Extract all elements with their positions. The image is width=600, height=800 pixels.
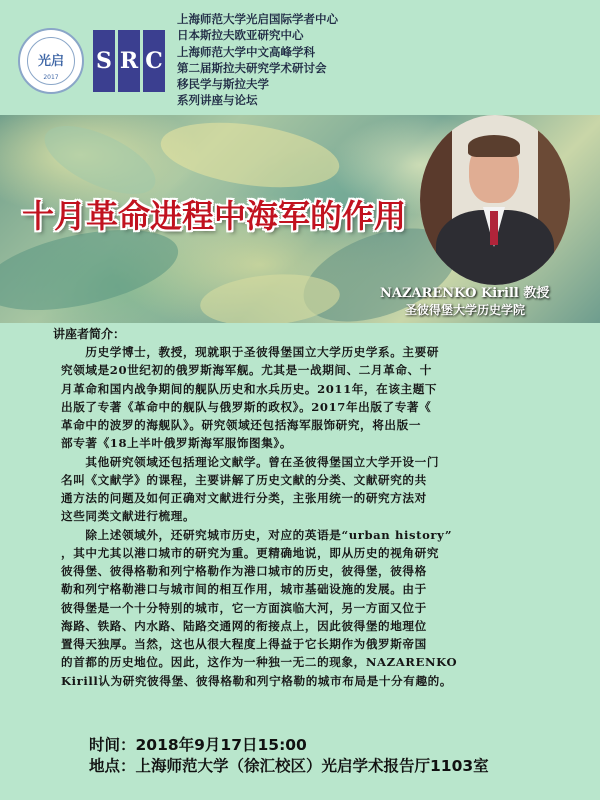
lecture-title: 十月革命进程中海军的作用: [22, 197, 407, 235]
painting-stroke: [157, 115, 344, 197]
bio-line: 其他研究领域还包括理论文献学。曾在圣彼得堡国立大学开设一门: [61, 454, 440, 469]
organizer-line: 日本斯拉夫欧亚研究中心: [177, 28, 304, 43]
organizer-line: 上海师范大学中文高峰学科: [177, 44, 315, 59]
event-location: 地点：上海师范大学（徐汇校区）光启学术报告厅1103室: [89, 757, 489, 775]
organizer-list: [177, 11, 338, 109]
organizer-line: 系列讲座与论坛: [177, 93, 258, 108]
src-logo-letter: S: [93, 30, 115, 92]
portrait-hair: [468, 135, 520, 157]
organizer-line: 移民学与斯拉夫学: [177, 77, 269, 92]
banner: [0, 115, 600, 323]
guangqi-logo: [18, 28, 84, 94]
event-time: 时间：2018年9月17日15:00: [89, 736, 307, 754]
bio-line: 革命中的波罗的海舰队》。研究领域还包括海军服饰研究，将出版一: [61, 418, 422, 432]
organizer-line: 上海师范大学光启国际学者中心: [177, 12, 338, 26]
bio-line: ，其中尤其以港口城市的研究为重。更精确地说，即从历史的视角研究: [61, 545, 440, 560]
bio-line: 究领域是20世纪初的俄罗斯海军舰。尤其是一战期间、二月革命、十: [61, 363, 432, 378]
bio-line: 出版了专著《革命中的舰队与俄罗斯的政权》。2017年出版了专著《: [61, 399, 432, 414]
logo-year: 2017: [43, 74, 59, 81]
intro-heading: 讲座者简介：: [53, 327, 126, 341]
bio-line: 彼得堡是一个十分特别的城市，它一方面滨临大河，另一方面又位于: [61, 600, 427, 615]
src-logo: [93, 30, 166, 92]
speaker-portrait: [420, 115, 570, 285]
bio-line: 的首都的历史地位。因此，这作为一种独一无二的现象，NAZARENKO: [61, 655, 458, 670]
speaker-affiliation: 圣彼得堡大学历史学院: [405, 303, 526, 317]
bio-line: 海路、铁路、内水路、陆路交通网的衔接点上，因此彼得堡的地理位: [61, 618, 427, 633]
bio-line: 勒和列宁格勒港口与城市间的相互作用，城市基础设施的发展。由于: [61, 582, 427, 597]
bio-line: 部专著《18上半叶俄罗斯海军服饰图集》。: [61, 436, 293, 451]
organizer-line: 第二届斯拉夫研究学术研讨会: [177, 60, 327, 75]
src-logo-letter: R: [118, 30, 140, 92]
logo-text: 光启: [37, 54, 64, 69]
bio-line: 除上述领域外，还研究城市历史，对应的英语是“urban history”: [61, 527, 453, 542]
src-logo-letter: C: [143, 30, 165, 92]
bio-line: Kirill认为研究彼得堡、彼得格勒和列宁格勒的城市布局是十分有趣的。: [61, 673, 453, 688]
bio-line: 彼得堡、彼得格勒和列宁格勒作为港口城市的历史，彼得堡，彼得格: [61, 564, 427, 578]
bio-line: 这些同类文献进行梳理。: [61, 509, 196, 524]
header: [0, 0, 600, 115]
speaker-name: NAZARENKO Kirill 教授: [380, 286, 550, 301]
portrait-tie: [490, 211, 498, 245]
bio-line: 月革命和国内战争期间的舰队历史和水兵历史。2011年，在该主题下: [61, 381, 438, 396]
bio-line: 通方法的问题及如何正确对文献进行分类，主张用统一的研究方法对: [61, 491, 427, 505]
bio-line: 名叫《文献学》的课程，主要讲解了历史文献的分类、文献研究的共: [61, 472, 427, 487]
bio-line: 置得天独厚。当然，这也从很大程度上得益于它长期作为俄罗斯帝国: [61, 637, 427, 651]
bio-line: 历史学博士，教授，现就职于圣彼得堡国立大学历史学系。主要研: [61, 345, 440, 359]
speaker-bio: [61, 343, 551, 690]
